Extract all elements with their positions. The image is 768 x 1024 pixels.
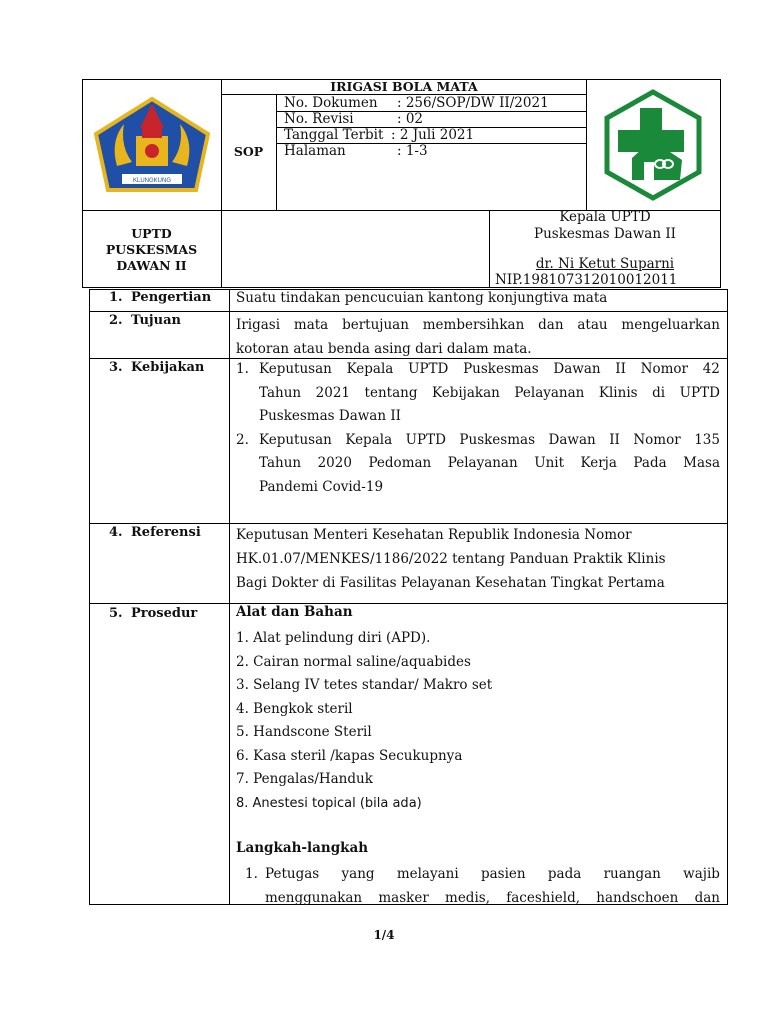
section-title: Referensi	[131, 525, 201, 540]
list-item: 4. Bengkok steril	[236, 700, 353, 717]
word: Tahun	[259, 384, 302, 401]
word: Kebijakan	[432, 384, 500, 401]
klungkung-logo-text: KLUNGKUNG	[132, 178, 172, 184]
word: tentang	[364, 384, 418, 401]
org-name-line2: PUSKESMAS	[105, 242, 198, 257]
word: melayani	[396, 866, 459, 882]
word: 2021	[315, 384, 350, 401]
list-item: 5. Handscone Steril	[236, 724, 372, 740]
word: II	[615, 361, 626, 377]
word: Pelayanan	[514, 384, 585, 401]
word: Nomor	[633, 431, 681, 448]
word: dan	[538, 317, 564, 333]
page-title: IRIGASI BOLA MATA	[330, 79, 478, 94]
list-item: 2. Cairan normal saline/aquabides	[236, 653, 471, 670]
revision-value: : 02	[397, 111, 424, 127]
word: atau	[577, 317, 608, 333]
tools-heading: Alat dan Bahan	[236, 604, 353, 620]
word: Petugas	[265, 866, 320, 882]
list-item	[245, 862, 720, 910]
text-line	[259, 452, 720, 476]
head-name: dr. Ni Ketut Suparni	[535, 256, 675, 272]
word: Pedoman	[368, 455, 432, 471]
text-line	[259, 382, 720, 406]
section-prosedur-label	[109, 606, 197, 621]
text-line	[259, 429, 720, 453]
list-item	[236, 429, 720, 500]
text-line	[265, 862, 720, 886]
list-number: 1.	[236, 361, 249, 377]
section-number: 2.	[109, 313, 123, 328]
text-line: Keputusan Menteri Kesehatan Republik Indonesia Nomor	[236, 527, 632, 543]
word: ruangan	[603, 866, 661, 882]
pengertian-text: Suatu tindakan pencucuian kantong konjungtiva mata	[236, 290, 608, 306]
word: 135	[694, 431, 720, 448]
word: II	[609, 431, 620, 448]
word: Kerja	[580, 455, 617, 471]
section-referensi-label	[109, 525, 201, 540]
word: masker	[378, 890, 429, 906]
word: Keputusan	[259, 361, 332, 377]
org-name-line3: DAWAN II	[116, 258, 187, 273]
word: Masa	[683, 455, 720, 471]
list-item: 1. Alat pelindung diri (APD).	[236, 630, 431, 646]
word: Pelayanan	[447, 455, 518, 471]
text-line	[265, 886, 720, 910]
list-item: 8. Anestesi topical (bila ada)	[236, 795, 422, 811]
word: UPTD	[405, 431, 446, 448]
text-line: Pandemi Covid-19	[259, 478, 384, 495]
text-line: HK.01.07/MENKES/1186/2022 tentang Panduan Praktik Klinis	[236, 551, 666, 567]
word: Klinis	[598, 384, 638, 401]
steps-list	[245, 862, 720, 910]
word: Nomor	[640, 361, 688, 377]
doc-number-label: No. Dokumen	[284, 95, 378, 111]
word: membersihkan	[422, 317, 525, 333]
issue-date-label: Tanggal Terbit	[284, 127, 384, 143]
word: Puskesmas	[459, 431, 536, 448]
word: Dawan	[548, 431, 596, 448]
section-title: Prosedur	[131, 606, 198, 621]
text-line	[259, 358, 720, 382]
page-number: 1/4	[373, 928, 395, 942]
section-title: Kebijakan	[131, 360, 205, 375]
word: pasien	[480, 866, 526, 882]
head-title-line1: Kepala UPTD	[559, 209, 651, 225]
word: pada	[547, 866, 582, 882]
word: dan	[694, 890, 720, 906]
list-number: 2.	[236, 431, 249, 448]
section-number: 1.	[109, 290, 123, 305]
word: yang	[341, 866, 375, 882]
word: Pada	[633, 455, 667, 471]
org-name-line1: UPTD	[131, 226, 172, 241]
list-item: 7. Pengalas/Handuk	[236, 771, 373, 787]
text-line: kotoran atau benda asing dari dalam mata.	[236, 341, 532, 357]
word: Irigasi	[236, 317, 281, 333]
word: Puskesmas	[463, 361, 539, 377]
revision-label: No. Revisi	[284, 111, 354, 127]
puskesmas-logo	[596, 88, 710, 202]
issue-date-value: : 2 Juli 2021	[391, 127, 475, 143]
text-line: Bagi Dokter di Fasilitas Pelayanan Kesehatan Tingkat Pertama	[236, 575, 665, 591]
head-title-line2: Puskesmas Dawan II	[533, 226, 676, 242]
section-number: 3.	[109, 360, 123, 375]
tools-list	[236, 627, 492, 815]
list-item: 6. Kasa steril /kapas Secukupnya	[236, 747, 463, 764]
section-number: 5.	[109, 606, 123, 621]
page-value: : 1-3	[397, 143, 428, 159]
page-label: Halaman	[284, 143, 346, 159]
word: UPTD	[679, 384, 720, 401]
text-line: Puskesmas Dawan II	[259, 408, 402, 424]
word: Dawan	[553, 361, 601, 377]
tujuan-text	[236, 313, 720, 361]
word: wajib	[683, 866, 720, 882]
section-title: Pengertian	[131, 290, 212, 305]
list-number: 1.	[245, 866, 258, 882]
section-number: 4.	[109, 525, 123, 540]
word: 42	[702, 361, 720, 377]
word: bertujuan	[342, 317, 409, 333]
section-title: Tujuan	[131, 313, 181, 328]
doc-number-value: : 256/SOP/DW II/2021	[397, 95, 549, 111]
word: mata	[293, 317, 329, 333]
word: 2020	[317, 455, 352, 471]
list-item	[236, 358, 720, 429]
word: di	[652, 384, 666, 401]
steps-heading: Langkah-langkah	[236, 840, 369, 856]
section-pengertian-label	[109, 290, 211, 305]
referensi-text	[236, 523, 666, 595]
klungkung-logo	[92, 96, 212, 194]
list-item: 3. Selang IV tetes standar/ Makro set	[236, 677, 493, 693]
sop-label: SOP	[233, 144, 264, 159]
word: medis,	[445, 890, 490, 906]
word: menggunakan	[265, 890, 363, 906]
word: handschoen	[596, 890, 679, 906]
text-line	[236, 313, 720, 337]
kebijakan-list	[236, 358, 720, 499]
word: Keputusan	[259, 431, 332, 448]
word: Kepala	[345, 431, 393, 448]
word: UPTD	[408, 361, 449, 377]
head-nip: NIP.198107312010012011	[495, 272, 678, 288]
section-kebijakan-label	[109, 360, 204, 375]
word: Unit	[534, 455, 565, 471]
word: Kepala	[346, 361, 394, 377]
word: faceshield,	[506, 890, 581, 906]
word: mengeluarkan	[621, 317, 720, 333]
word: Tahun	[259, 455, 302, 471]
section-tujuan-label	[109, 313, 181, 328]
